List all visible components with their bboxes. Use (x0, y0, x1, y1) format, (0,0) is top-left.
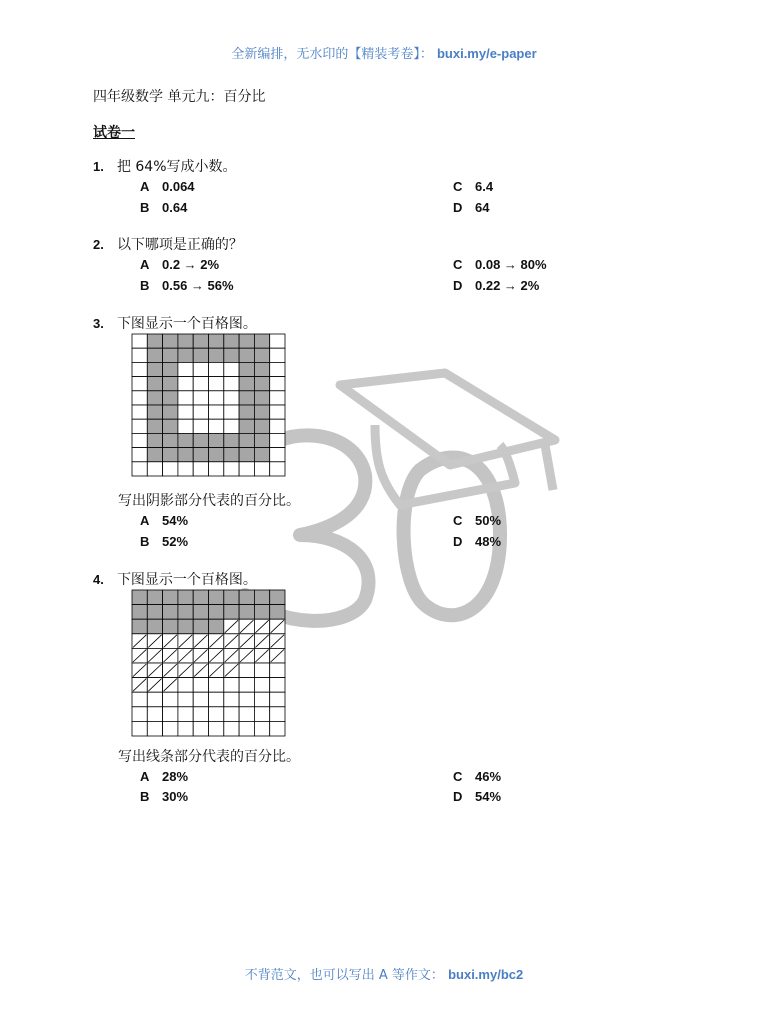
footer-banner-link[interactable]: buxi.my/bc2 (448, 967, 524, 982)
option-letter: A (140, 769, 150, 784)
option-letter: D (453, 789, 463, 804)
grid-cell (209, 678, 224, 693)
option-b[interactable] (140, 200, 187, 215)
grid-cell (209, 707, 224, 722)
option-text: 48% (475, 534, 502, 549)
grid-cell (147, 348, 162, 362)
question-prompt: 写出阴影部分代表的百分比。 (118, 493, 300, 509)
grid-cell (163, 462, 178, 476)
grid-cell (254, 462, 269, 476)
grid-cell (193, 419, 208, 433)
option-letter: B (140, 278, 150, 293)
paper-title: 试卷一 (93, 125, 135, 141)
grid-cell (132, 707, 147, 722)
grid-cell (132, 590, 147, 605)
option-text: 28% (162, 769, 189, 784)
option-text: 6.4 (475, 179, 494, 194)
grid-cell (132, 692, 147, 707)
option-c[interactable] (453, 179, 493, 194)
grid-cell (163, 619, 178, 634)
grid-cell (132, 433, 147, 447)
grid-cell (239, 692, 254, 707)
option-b[interactable] (140, 534, 188, 549)
grid-cell (209, 692, 224, 707)
grid-cell (239, 462, 254, 476)
option-d[interactable] (453, 789, 501, 804)
grid-cell (239, 348, 254, 362)
hundred-grid-shaded (131, 333, 286, 478)
grid-cell (193, 448, 208, 462)
option-text: 0.2 → 2% (162, 257, 220, 272)
grid-cell (163, 590, 178, 605)
grid-cell (132, 605, 147, 620)
grid-cell (193, 590, 208, 605)
grid-cell (132, 334, 147, 348)
option-text: 30% (162, 789, 189, 804)
grid-cell (178, 391, 193, 405)
grid-cell (224, 377, 239, 391)
grid-cell (178, 377, 193, 391)
option-letter: B (140, 200, 150, 215)
grid-cell (270, 605, 285, 620)
option-text: 0.56 → 56% (162, 278, 234, 293)
grid-cell (239, 678, 254, 693)
grid-cell (178, 419, 193, 433)
grid-cell (132, 462, 147, 476)
question-text: 下图显示一个百格图。 (116, 572, 257, 588)
grid-cell (270, 707, 285, 722)
grid-cell (178, 334, 193, 348)
grid-cell (224, 678, 239, 693)
option-text: 54% (475, 789, 502, 804)
option-text: 50% (475, 513, 502, 528)
grid-cell (270, 377, 285, 391)
option-text: 0.064 (162, 179, 195, 194)
grid-cell (270, 448, 285, 462)
grid-cell (193, 605, 208, 620)
grid-cell (270, 391, 285, 405)
option-text: 0.08 → 80% (475, 257, 547, 272)
grid-cell (132, 619, 147, 634)
grid-cell (224, 605, 239, 620)
grid-cell (239, 590, 254, 605)
grid-cell (224, 462, 239, 476)
grid-cell (254, 405, 269, 419)
grid-cell (209, 405, 224, 419)
option-letter: B (140, 789, 150, 804)
grid-cell (254, 377, 269, 391)
question-number: 1. (93, 159, 104, 174)
grid-cell (163, 362, 178, 376)
grid-cell (178, 590, 193, 605)
grid-cell (193, 334, 208, 348)
option-a[interactable] (140, 257, 219, 272)
grid-cell (178, 605, 193, 620)
grid-cell (209, 462, 224, 476)
grid-cell (270, 692, 285, 707)
grid-cell (209, 391, 224, 405)
grid-cell (147, 405, 162, 419)
grid-cell (147, 391, 162, 405)
grid-cell (239, 405, 254, 419)
grid-cell (193, 348, 208, 362)
header-banner-link[interactable]: buxi.my/e-paper (436, 46, 537, 61)
grid-cell (254, 678, 269, 693)
grid-cell (147, 619, 162, 634)
grid-cell (193, 362, 208, 376)
option-letter: A (140, 257, 150, 272)
option-text: 54% (162, 513, 189, 528)
grid-cell (193, 405, 208, 419)
grid-cell (239, 448, 254, 462)
footer-banner (0, 964, 768, 983)
footer-banner-text: 不背范文，也可以写出 A 等作文： (244, 968, 444, 983)
option-text: 52% (162, 534, 189, 549)
question-number: 2. (93, 237, 104, 252)
grid-cell (209, 419, 224, 433)
grid-cell (178, 678, 193, 693)
grid-cell (163, 377, 178, 391)
grid-cell (270, 663, 285, 678)
grid-cell (224, 391, 239, 405)
grid-cell (224, 448, 239, 462)
grid-cell (132, 721, 147, 736)
grid-cell (254, 433, 269, 447)
question-2 (93, 234, 243, 254)
question-prompt: 写出线条部分代表的百分比。 (118, 749, 300, 765)
grid-cell (193, 692, 208, 707)
grid-cell (254, 590, 269, 605)
grid-cell (132, 419, 147, 433)
grid-cell (254, 448, 269, 462)
option-d[interactable] (453, 200, 489, 215)
grid-cell (163, 405, 178, 419)
grid-cell (224, 348, 239, 362)
grid-cell (239, 391, 254, 405)
grid-cell (224, 419, 239, 433)
grid-cell (239, 707, 254, 722)
question-text: 下图显示一个百格图。 (116, 316, 257, 332)
grid-cell (209, 605, 224, 620)
grid-cell (193, 462, 208, 476)
header-banner (0, 43, 768, 62)
grid-cell (209, 334, 224, 348)
option-c[interactable] (453, 513, 501, 528)
grid-cell (270, 348, 285, 362)
grid-cell (270, 590, 285, 605)
grid-cell (147, 334, 162, 348)
option-letter: B (140, 534, 150, 549)
grid-cell (147, 721, 162, 736)
grid-cell (224, 334, 239, 348)
grid-cell (209, 377, 224, 391)
grid-cell (147, 692, 162, 707)
grid-cell (239, 721, 254, 736)
question-3 (93, 313, 257, 333)
grid-cell (147, 377, 162, 391)
grid-cell (254, 707, 269, 722)
grid-cell (178, 692, 193, 707)
option-text: 0.64 (162, 200, 188, 215)
grid-cell (178, 619, 193, 634)
grid-cell (254, 605, 269, 620)
grid-cell (178, 362, 193, 376)
grid-cell (163, 721, 178, 736)
question-number: 3. (93, 316, 104, 331)
grid-cell (193, 678, 208, 693)
option-c[interactable] (453, 769, 501, 784)
grid-cell (178, 405, 193, 419)
option-text: 0.22 → 2% (475, 278, 540, 293)
grid-cell (224, 433, 239, 447)
option-a[interactable] (140, 513, 188, 528)
grid-cell (178, 448, 193, 462)
grid-cell (178, 707, 193, 722)
grid-cell (239, 433, 254, 447)
grid-cell (178, 433, 193, 447)
grid-cell (270, 362, 285, 376)
grid-cell (209, 433, 224, 447)
grid-cell (209, 590, 224, 605)
grid-cell (239, 377, 254, 391)
grid-cell (254, 721, 269, 736)
grid-cell (224, 721, 239, 736)
grid-cell (224, 590, 239, 605)
grid-cell (209, 619, 224, 634)
grid-cell (254, 391, 269, 405)
grid-cell (193, 391, 208, 405)
option-a[interactable] (140, 179, 195, 194)
question-4 (93, 569, 257, 589)
grid-cell (147, 605, 162, 620)
grid-cell (147, 419, 162, 433)
grid-cell (224, 405, 239, 419)
grid-cell (147, 590, 162, 605)
grid-cell (270, 462, 285, 476)
grid-cell (239, 362, 254, 376)
grid-cell (254, 419, 269, 433)
grid-cell (270, 678, 285, 693)
grid-cell (270, 419, 285, 433)
subject-line: 四年级数学 单元九：百分比 (93, 89, 266, 105)
option-letter: D (453, 534, 463, 549)
grid-cell (209, 721, 224, 736)
option-letter: C (453, 769, 463, 784)
grid-cell (178, 348, 193, 362)
grid-cell (270, 334, 285, 348)
grid-cell (254, 663, 269, 678)
grid-cell (239, 605, 254, 620)
option-text: 46% (475, 769, 502, 784)
grid-cell (163, 419, 178, 433)
grid-cell (193, 619, 208, 634)
grid-cell (224, 692, 239, 707)
grid-cell (132, 377, 147, 391)
grid-cell (209, 448, 224, 462)
option-d[interactable] (453, 534, 501, 549)
grid-cell (254, 348, 269, 362)
question-text: 以下哪项是正确的？ (116, 237, 243, 253)
grid-cell (224, 707, 239, 722)
grid-cell (193, 433, 208, 447)
grid-cell (132, 391, 147, 405)
grid-cell (147, 448, 162, 462)
grid-cell (224, 362, 239, 376)
grid-cell (163, 334, 178, 348)
option-letter: D (453, 278, 463, 293)
option-text: 64 (475, 200, 490, 215)
option-letter: C (453, 179, 463, 194)
grid-cell (163, 391, 178, 405)
grid-cell (239, 663, 254, 678)
grid-cell (132, 405, 147, 419)
option-b[interactable] (140, 789, 188, 804)
grid-cell (147, 462, 162, 476)
grid-cell (239, 334, 254, 348)
grid-cell (254, 692, 269, 707)
grid-cell (209, 362, 224, 376)
grid-cell (178, 462, 193, 476)
grid-cell (193, 377, 208, 391)
header-banner-text: 全新编排，无水印的【精装考卷】： (231, 47, 433, 62)
grid-cell (270, 433, 285, 447)
option-b[interactable] (140, 278, 234, 293)
hundred-grid-hatched (131, 589, 286, 738)
option-letter: C (453, 513, 463, 528)
grid-cell (147, 707, 162, 722)
option-d[interactable] (453, 278, 539, 293)
grid-cell (163, 605, 178, 620)
grid-cell (132, 348, 147, 362)
option-letter: A (140, 179, 150, 194)
option-c[interactable] (453, 257, 547, 272)
grid-cell (178, 721, 193, 736)
question-text: 把 64%写成小数。 (116, 159, 237, 175)
question-number: 4. (93, 572, 104, 587)
grid-cell (270, 405, 285, 419)
option-letter: D (453, 200, 463, 215)
grid-cell (254, 362, 269, 376)
grid-cell (147, 433, 162, 447)
grid-cell (163, 692, 178, 707)
grid-cell (254, 334, 269, 348)
grid-cell (239, 419, 254, 433)
option-a[interactable] (140, 769, 188, 784)
grid-cell (193, 721, 208, 736)
grid-cell (147, 362, 162, 376)
grid-cell (132, 362, 147, 376)
grid-cell (270, 721, 285, 736)
grid-cell (163, 448, 178, 462)
grid-cell (163, 707, 178, 722)
grid-cell (132, 448, 147, 462)
grid-cell (163, 433, 178, 447)
option-letter: A (140, 513, 150, 528)
option-letter: C (453, 257, 463, 272)
grid-cell (209, 348, 224, 362)
question-1 (93, 156, 237, 176)
grid-cell (193, 707, 208, 722)
grid-cell (163, 348, 178, 362)
